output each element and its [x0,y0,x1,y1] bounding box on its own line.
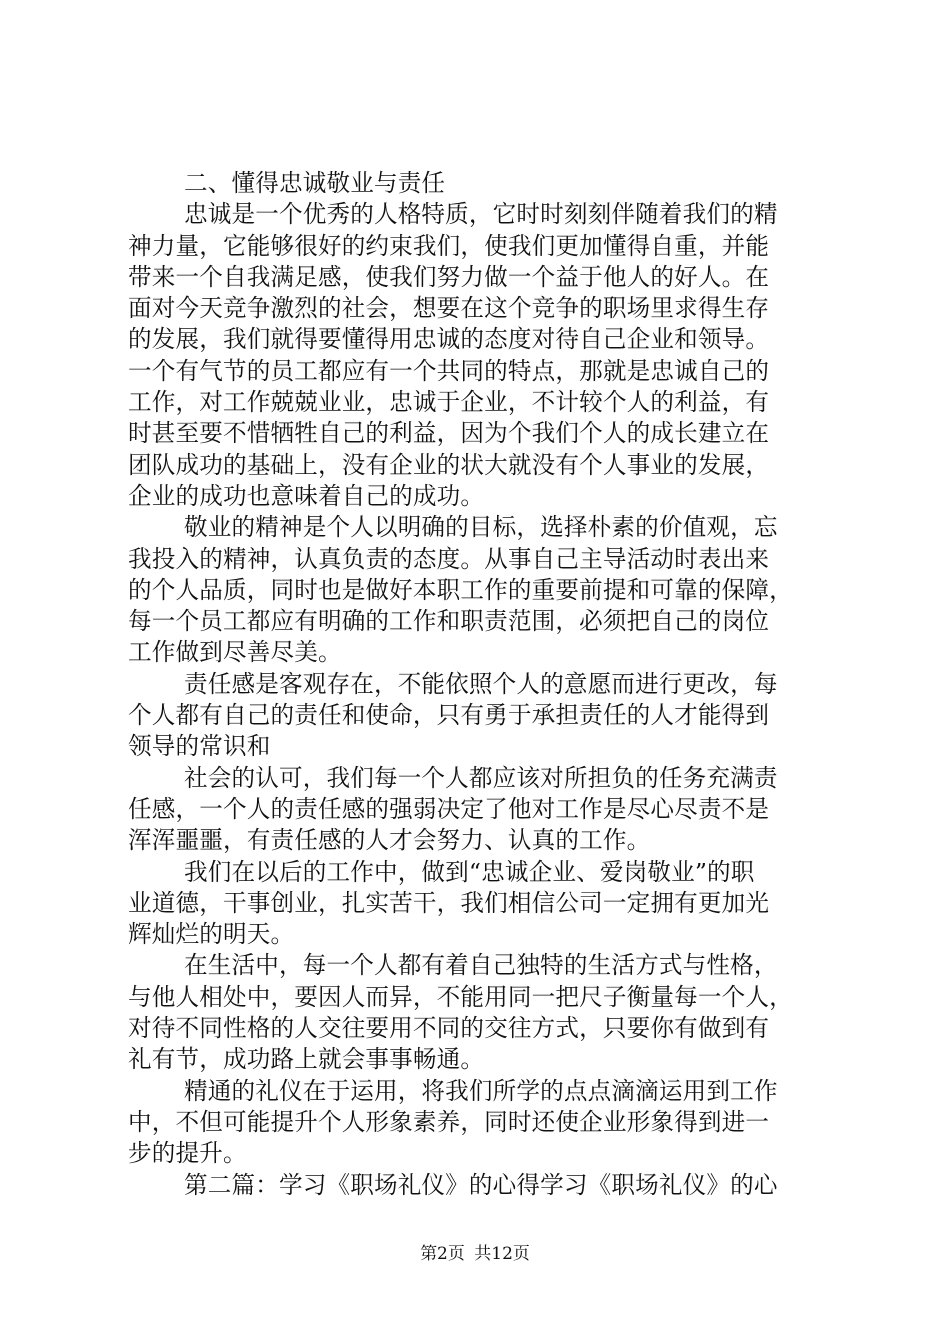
paragraph-line: 精通的礼仪在于运用，将我们所学的点点滴滴运用到工作 [184,1076,778,1105]
paragraph-line: 时甚至要不惜牺牲自己的利益，因为个我们个人的成长建立在 [128,419,770,448]
paragraph-line: 步的提升。 [128,1139,247,1168]
paragraph-line: 个人都有自己的责任和使命，只有勇于承担责任的人才能得到 [128,701,770,730]
paragraph-line: 我们在以后的工作中，做到“忠诚企业、爱岗敬业”的职 [184,857,755,886]
paragraph-line: 与他人相处中，要因人而异，不能用同一把尺子衡量每一个人， [128,982,793,1011]
section-heading: 二、懂得忠诚敬业与责任 [184,169,446,197]
paragraph-line: 工作做到尽善尽美。 [128,638,342,667]
paragraph-line: 业道德，干事创业，扎实苦干，我们相信公司一定拥有更加光 [128,888,770,917]
paragraph-line: 企业的成功也意味着自己的成功。 [128,481,485,510]
paragraph-line: 礼有节，成功路上就会事事畅通。 [128,1045,485,1074]
paragraph-line: 辉灿烂的明天。 [128,920,295,949]
paragraph-line: 我投入的精神，认真负责的态度。从事自己主导活动时表出来 [128,544,770,573]
paragraph-line: 社会的认可，我们每一个人都应该对所担负的任务充满责 [184,763,778,792]
paragraph-line: 任感，一个人的责任感的强弱决定了他对工作是尽心尽责不是 [128,794,770,823]
paragraph-line: 忠诚是一个优秀的人格特质，它时时刻刻伴随着我们的精 [184,200,778,229]
paragraph-line: 敬业的精神是个人以明确的目标，选择朴素的价值观，忘 [184,513,778,542]
paragraph-line: 领导的常识和 [128,732,271,761]
paragraph-line: 在生活中，每一个人都有着自己独特的生活方式与性格， [184,951,778,980]
page-total: 共12页 [474,1244,530,1264]
paragraph-line: 的发展，我们就得要懂得用忠诚的态度对待自己企业和领导。 [128,325,770,354]
paragraph-line: 带来一个自我满足感，使我们努力做一个益于他人的好人。在 [128,262,770,291]
paragraph-line: 工作，对工作兢兢业业，忠诚于企业，不计较个人的利益，有 [128,388,770,417]
paragraph-line: 一个有气节的员工都应有一个共同的特点，那就是忠诚自己的 [128,356,770,385]
paragraph-line: 浑浑噩噩，有责任感的人才会努力、认真的工作。 [128,826,651,855]
paragraph-line: 神力量，它能够很好的约束我们，使我们更加懂得自重，并能 [128,231,770,260]
paragraph-line: 对待不同性格的人交往要用不同的交往方式，只要你有做到有 [128,1014,770,1043]
page-number: 第2页 [420,1244,465,1264]
paragraph-line: 责任感是客观存在，不能依照个人的意愿而进行更改，每 [184,669,778,698]
paragraph-line: 第二篇：学习《职场礼仪》的心得学习《职场礼仪》的心 [184,1170,778,1199]
paragraph-line: 每一个员工都应有明确的工作和职责范围，必须把自己的岗位 [128,607,770,636]
document-body [128,168,830,1201]
paragraph-line: 中，不但可能提升个人形象素养，同时还使企业形象得到进一 [128,1107,770,1136]
paragraph-line: 面对今天竞争激烈的社会，想要在这个竞争的职场里求得生存 [128,294,770,323]
paragraph-line: 的个人品质，同时也是做好本职工作的重要前提和可靠的保障， [128,575,793,604]
paragraph-line: 团队成功的基础上，没有企业的状大就没有个人事业的发展， [128,450,770,479]
page-footer [0,1243,950,1265]
